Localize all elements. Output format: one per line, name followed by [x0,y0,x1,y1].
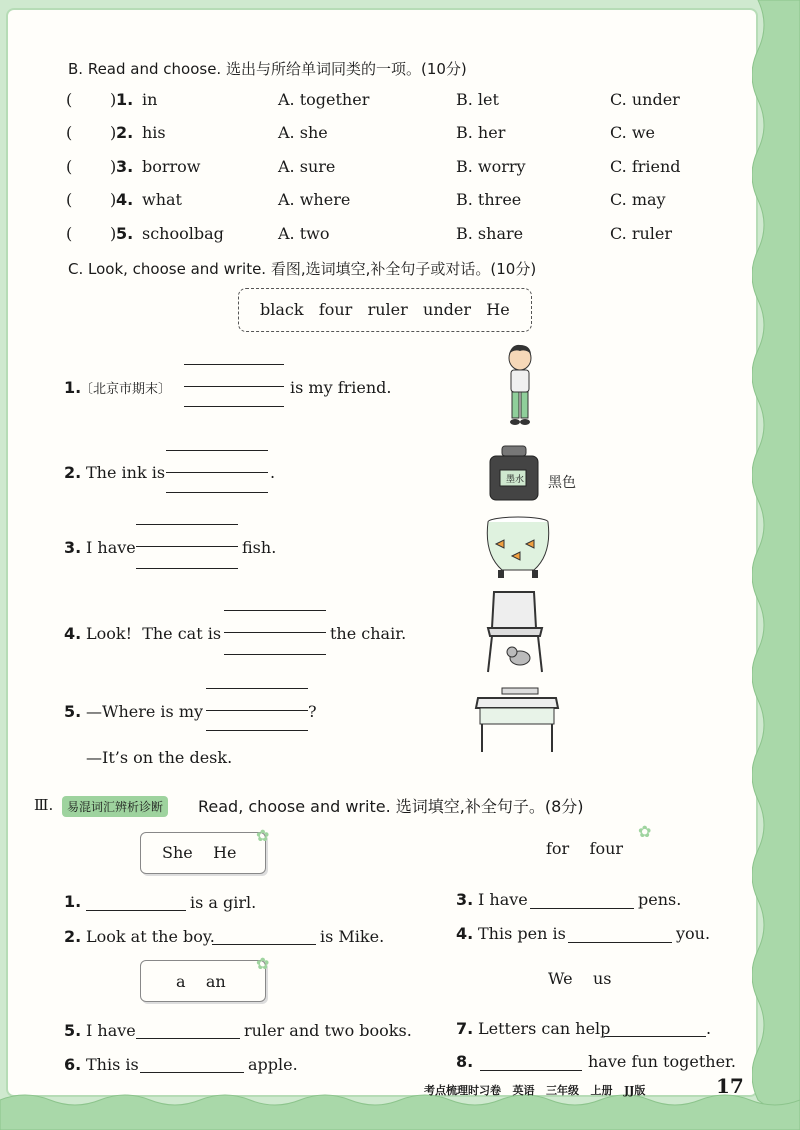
question-number: 4. [64,624,82,643]
writing-line [136,568,238,569]
answer-paren-close: ) [110,123,117,142]
sentence-end: . [706,1019,712,1038]
sentence-text: the chair. [330,624,407,643]
item-number: 3. [116,157,134,176]
answer-paren-open: ( [66,190,73,209]
answer-paren-close: ) [110,90,117,109]
answer-blank[interactable] [224,632,326,633]
answer-paren-open: ( [66,224,73,243]
question-number: 1. [64,892,82,911]
writing-line [224,610,326,611]
sentence-text: I have [478,890,528,909]
sentence-text: pens. [638,890,682,909]
word-bank: black four ruler under He [260,300,510,319]
option-b: B. her [456,123,506,142]
answer-blank[interactable] [530,908,634,909]
option-c: C. may [610,190,666,209]
answer-blank[interactable] [212,944,316,945]
writing-line [184,406,284,407]
color-hint-black: 黑色 [548,475,576,491]
question-number: 7. [456,1019,474,1038]
item-number: 5. [116,224,134,243]
sentence-text: Look at the boy. [86,927,215,946]
question-number: 8. [456,1052,474,1071]
option-a: A. sure [278,157,336,176]
section-b-title: B. Read and choose. 选出与所给单词同类的一项。(10分) [68,60,467,78]
leaf-icon: ✿ [256,954,270,973]
option-b: B. share [456,224,524,243]
word-choice-pair: a an [176,972,226,991]
question-number: 3. [456,890,474,909]
given-word: borrow [142,157,201,176]
answer-paren-close: ) [110,190,117,209]
sentence-text: ruler and two books. [244,1021,412,1040]
sentence-text: Letters can help [478,1019,611,1038]
right-wave-border [752,0,800,1130]
given-word: his [142,123,166,142]
sentence-text: This pen is [478,924,566,943]
item-number: 2. [116,123,134,142]
footer-text: 考点梳理时习卷 英语 三年级 上册 JJ版 [424,1084,646,1097]
dialogue-question: —Where is my [86,702,204,721]
writing-line [206,688,308,689]
sentence-text: you. [676,924,711,943]
leaf-icon: ✿ [638,822,652,841]
answer-blank[interactable] [140,1072,244,1073]
answer-paren-open: ( [66,123,73,142]
desk-picture [472,684,562,754]
answer-blank[interactable] [480,1070,582,1071]
sentence-end: . [270,463,276,482]
writing-line [166,492,268,493]
bottom-wave-border [0,1090,800,1130]
sentence-text: I have [86,1021,136,1040]
chair-with-cat-picture [484,588,548,674]
boy-picture [500,342,540,428]
item-number: 1. [116,90,134,109]
leaf-icon: ✿ [256,826,270,845]
question-number: 1. [64,378,82,397]
fish-bowl-picture [482,514,554,580]
section-roman-number: Ⅲ. [34,796,54,814]
option-a: A. where [278,190,351,209]
answer-blank[interactable] [86,910,186,911]
sentence-text: is a girl. [190,893,257,912]
option-c: C. friend [610,157,681,176]
dialogue-answer: —It’s on the desk. [86,748,233,767]
option-c: C. ruler [610,224,673,243]
sentence-text: is my friend. [290,378,392,397]
section-c-title: C. Look, choose and write. 看图,选词填空,补全句子或对话。(10分) [68,260,537,278]
sentence-text: fish. [242,538,277,557]
answer-blank[interactable] [136,546,238,547]
source-tag: 〔北京市期末〕 [80,382,172,397]
writing-line [224,654,326,655]
answer-blank[interactable] [568,942,672,943]
option-c: C. under [610,90,680,109]
option-b: B. worry [456,157,526,176]
option-b: B. three [456,190,522,209]
sentence-text: is Mike. [320,927,385,946]
question-number: 4. [456,924,474,943]
page-number: 17 [716,1074,744,1098]
answer-paren-close: ) [110,224,117,243]
word-choice-pair: We us [548,969,612,988]
question-number: 5. [64,1021,82,1040]
question-number: 5. [64,702,82,721]
section-badge: 易混词汇辨析诊断 [62,796,168,817]
writing-line [166,450,268,451]
given-word: schoolbag [142,224,224,243]
option-a: A. two [278,224,330,243]
question-number: 3. [64,538,82,557]
answer-blank[interactable] [184,386,284,387]
writing-line [184,364,284,365]
word-choice-pair: She He [162,843,237,862]
question-number: 6. [64,1055,82,1074]
answer-blank[interactable] [166,472,268,473]
option-b: B. let [456,90,499,109]
answer-paren-close: ) [110,157,117,176]
answer-paren-open: ( [66,90,73,109]
question-number: 2. [64,927,82,946]
writing-line [206,730,308,731]
option-c: C. we [610,123,656,142]
ink-label: 墨水 [506,475,525,485]
sentence-text: Look! The cat is [86,624,222,643]
option-a: A. she [278,123,328,142]
word-choice-pair: for four [546,839,624,858]
question-mark: ? [308,702,317,721]
answer-blank[interactable] [604,1036,706,1037]
sentence-text: I have [86,538,136,557]
sentence-text: have fun together. [588,1052,737,1071]
given-word: what [142,190,182,209]
given-word: in [142,90,158,109]
question-number: 2. [64,463,82,482]
sentence-text: apple. [248,1055,298,1074]
writing-line [136,524,238,525]
answer-blank[interactable] [206,710,308,711]
sentence-text: The ink is [86,463,166,482]
sentence-text: This is [86,1055,139,1074]
answer-blank[interactable] [136,1038,240,1039]
answer-paren-open: ( [66,157,73,176]
section-iii-title: Read, choose and write. 选词填空,补全句子。(8分) [198,797,584,816]
item-number: 4. [116,190,134,209]
option-a: A. together [278,90,370,109]
